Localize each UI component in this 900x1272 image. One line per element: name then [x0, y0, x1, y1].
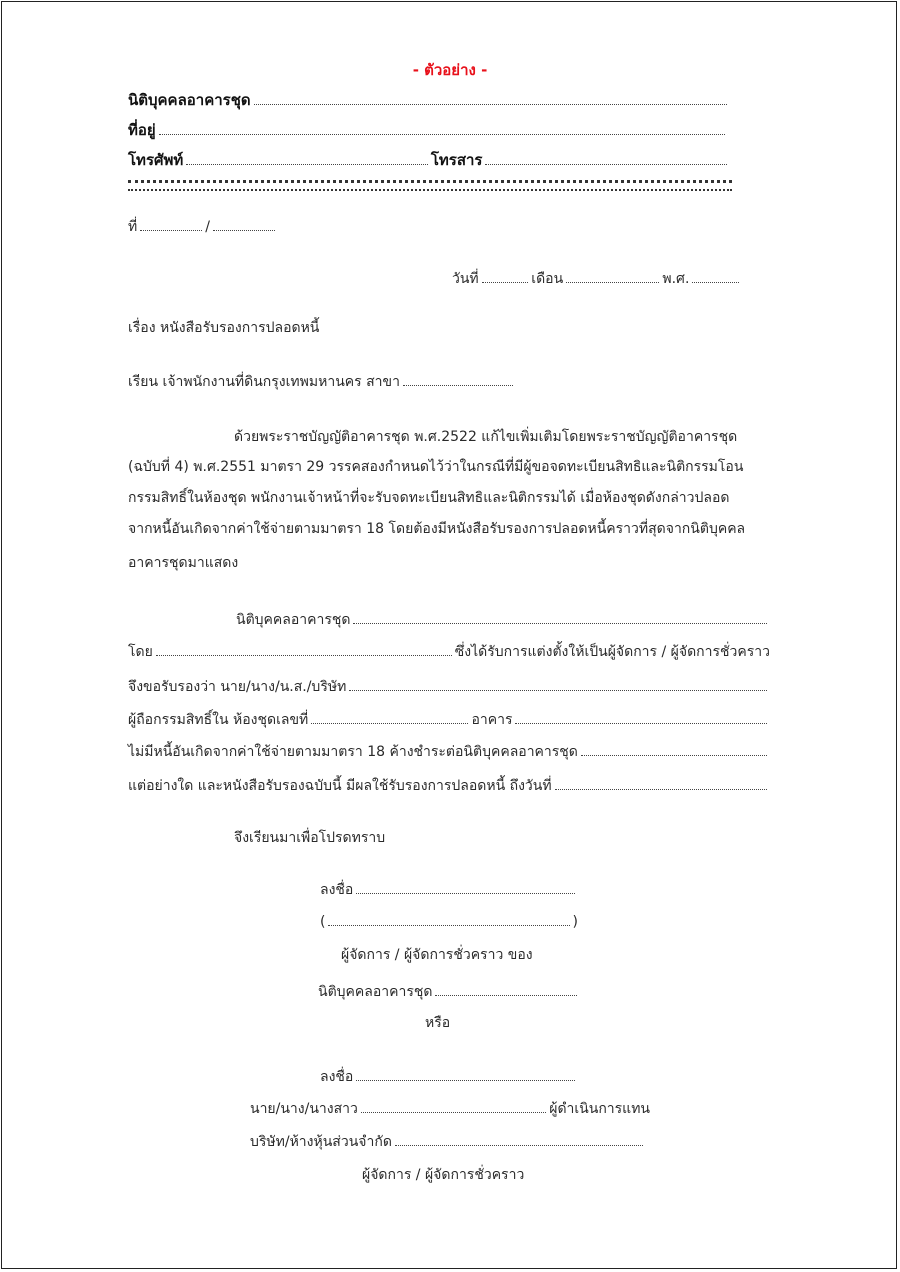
year-label: พ.ศ. [662, 271, 690, 287]
subject: เรื่อง หนังสือรับรองการปลอดหนี้ [128, 320, 320, 336]
label: จึงขอรับรองว่า นาย/นาง/น.ส./บริษัท [128, 679, 347, 695]
sig2-role: ผู้จัดการ / ผู้จัดการชั่วคราว [362, 1167, 525, 1183]
or-label: หรือ [425, 1015, 451, 1031]
leader [485, 150, 727, 165]
leader [515, 709, 767, 724]
address-label: ที่อยู่ [128, 121, 156, 139]
juristic-label: นิติบุคคลอาคารชุด [128, 91, 251, 109]
sig2-company [250, 1131, 646, 1152]
closing: จึงเรียนมาเพื่อโปรดทราบ [234, 830, 386, 846]
label: ) [572, 914, 578, 930]
form-by [128, 641, 770, 662]
leader [254, 90, 727, 105]
label: แต่อย่างใด และหนังสือรับรองฉบับนี้ มีผลใช้รับรองการปลอดหนี้ ถึงวันที่ [128, 778, 552, 794]
paragraph-line: กรรมสิทธิ์ในห้องชุด พนักงานเจ้าหน้าที่จะรับจดทะเบียนสิทธิและนิติกรรมได้ เมื่อห้องชุดดังกล่าวปลอด [128, 490, 730, 506]
leader [140, 216, 202, 231]
sig1-sign [320, 879, 578, 900]
separator [128, 180, 732, 191]
form-valid [128, 775, 770, 796]
leader [159, 120, 725, 135]
to-line [128, 371, 516, 392]
date-line [452, 268, 742, 289]
paragraph-line: ด้วยพระราชบัญญัติอาคารชุด พ.ศ.2522 แก้ไขเพิ่มเติมโดยพระราชบัญญัติอาคารชุด [234, 429, 738, 445]
leader [581, 741, 767, 756]
ref-label: ที่ [128, 219, 138, 235]
label: ลงชื่อ [320, 1069, 354, 1085]
leader [353, 609, 767, 624]
paragraph-line: จากหนี้อันเกิดจากค่าใช้จ่ายตามมาตรา 18 โดยต้องมีหนังสือรับรองการปลอดหนี้คราวที่สุดจากนิติบุคคล [128, 521, 746, 537]
label: โดย [128, 644, 153, 660]
sig1-role: ผู้จัดการ / ผู้จัดการชั่วคราว ของ [341, 947, 533, 963]
label: นิติบุคคลอาคารชุด [236, 612, 351, 628]
leader [349, 676, 767, 691]
juristic-line [128, 90, 730, 110]
leader [156, 641, 452, 656]
phone-fax-line [128, 150, 730, 170]
form-juristic [236, 609, 770, 630]
sample-title: - ตัวอย่าง - [412, 61, 488, 79]
label: ( [320, 914, 326, 930]
paragraph-line: (ฉบับที่ 4) พ.ศ.2551 มาตรา 29 วรรคสองกำหนดไว้ว่าในกรณีที่มีผู้ขอจดทะเบียนสิทธิและนิติกรรมโอน [128, 459, 744, 475]
label: อาคาร [471, 712, 513, 728]
paragraph-line: อาคารชุดมาแสดง [128, 555, 239, 571]
address-line [128, 120, 728, 140]
leader [356, 879, 575, 894]
fax-label: โทรสาร [430, 151, 483, 169]
leader [435, 981, 577, 996]
sig1-name [320, 911, 578, 932]
leader [403, 371, 513, 386]
form-owner [128, 709, 770, 730]
label: ไม่มีหนี้อันเกิดจากค่าใช้จ่ายตามมาตรา 18 ค้างชำระต่อนิติบุคคลอาคารชุด [128, 744, 578, 760]
label: ผู้ถือกรรมสิทธิ์ใน ห้องชุดเลขที่ [128, 712, 309, 728]
sig1-juristic [318, 981, 580, 1002]
leader [311, 709, 468, 724]
label: นาย/นาง/นางสาว [250, 1101, 358, 1117]
label: ผู้ดำเนินการแทน [549, 1101, 650, 1117]
label: ลงชื่อ [320, 882, 354, 898]
month-label: เดือน [531, 271, 564, 287]
leader [482, 268, 529, 283]
leader [566, 268, 659, 283]
form-nodebt [128, 741, 770, 762]
leader [361, 1098, 546, 1113]
leader [692, 268, 739, 283]
ref-line [128, 216, 278, 237]
ref-sep: / [205, 219, 210, 235]
label: ซึ่งได้รับการแต่งตั้งให้เป็นผู้จัดการ / ผู้จัดการชั่วคราว [454, 644, 770, 660]
to-label: เรียน เจ้าพนักงานที่ดินกรุงเทพมหานคร สาขา [128, 374, 400, 390]
leader [213, 216, 275, 231]
phone-label: โทรศัพท์ [128, 151, 184, 169]
leader [186, 150, 428, 165]
leader [356, 1066, 575, 1081]
sig2-sign [320, 1066, 578, 1087]
form-certify [128, 676, 770, 697]
label: บริษัท/ห้างหุ้นส่วนจำกัด [250, 1134, 392, 1150]
leader [395, 1131, 643, 1146]
leader [328, 911, 569, 926]
label: นิติบุคคลอาคารชุด [318, 984, 433, 1000]
day-label: วันที่ [452, 271, 479, 287]
leader [555, 775, 767, 790]
sig2-name [250, 1098, 650, 1119]
